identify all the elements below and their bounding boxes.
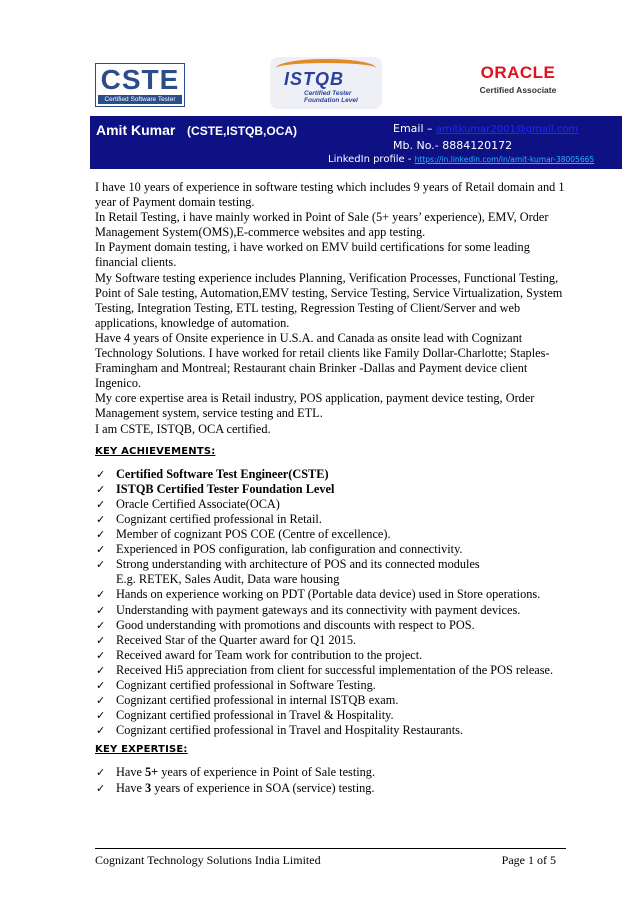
list-item: [95, 603, 565, 618]
list-item-text: Received Star of the Quarter award for Q1 2015.: [116, 632, 357, 647]
list-item-text: Cognizant certified professional in Software Testing.: [116, 678, 376, 692]
summary-paragraph: I have 10 years of experience in software testing which includes 9 years of Retail domain and 1 year of Payment domain testing.: [95, 180, 565, 210]
list-item-text: Cognizant certified professional in Retail.: [116, 511, 322, 526]
checkmark-icon: ✓: [96, 467, 106, 481]
checkmark-icon: ✓: [96, 679, 106, 692]
key-expertise-heading: KEY EXPERTISE:: [95, 744, 188, 756]
profile-summary: [95, 180, 565, 437]
summary-paragraph: My core expertise area is Retail industry, POS application, payment device testing, Order Management system, service testing and ETL.: [95, 391, 535, 421]
candidate-name-line: [96, 122, 297, 138]
checkmark-icon: ✓: [96, 603, 106, 617]
list-item-text: Received award for Team work for contribution to the project.: [116, 647, 423, 662]
list-item: [95, 527, 565, 542]
checkmark-icon: ✓: [96, 558, 106, 572]
candidate-certs: (CSTE,ISTQB,OCA): [187, 124, 298, 138]
list-item: [95, 723, 565, 738]
summary-paragraph: Have 4 years of Onsite experience in U.S.A. and Canada as onsite lead with Cognizant Technology Solutions. I have worked for retail clients like Family Dollar-Charlotte; Staples-Framingham and Montreal; Restaurant chain Brinker -Dallas and Payment device client Ingenico.: [95, 330, 550, 391]
list-item-text: Oracle Certified Associate(OCA): [116, 496, 280, 511]
list-item: [95, 557, 565, 587]
list-item: [95, 648, 565, 663]
list-item: [95, 482, 565, 497]
list-item: [95, 467, 565, 482]
list-item-text: Strong understanding with architecture of POS and its connected modules: [116, 557, 480, 572]
email-label: Email –: [393, 122, 433, 135]
mobile-number: Mb. No.- 8884120172: [393, 139, 513, 152]
candidate-name: Amit Kumar: [96, 122, 176, 138]
key-achievements-heading: KEY ACHIEVEMENTS:: [95, 445, 216, 457]
list-item-text: Have: [116, 780, 146, 795]
list-item: [95, 618, 565, 633]
checkmark-icon: ✓: [96, 766, 106, 780]
list-item-emphasis: 3: [145, 780, 152, 795]
oracle-logo-subtext: Certified Associate: [479, 85, 557, 95]
expertise-list: [95, 765, 565, 795]
istqb-sub1: Certified Tester: [304, 90, 352, 97]
list-item: [95, 765, 565, 780]
footer-company: Cognizant Technology Solutions India Limited: [95, 853, 321, 867]
checkmark-icon: ✓: [96, 694, 106, 708]
checkmark-icon: ✓: [96, 633, 106, 647]
list-item-text: Cognizant certified professional in Travel & Hospitality.: [116, 708, 394, 723]
list-item: [95, 678, 565, 693]
email-line: [393, 122, 578, 135]
footer-page-number: Page 1 of 5: [501, 853, 556, 867]
checkmark-icon: ✓: [96, 709, 106, 723]
certification-logos: [0, 55, 638, 113]
checkmark-icon: ✓: [96, 512, 106, 526]
istqb-logo: [270, 57, 382, 109]
list-item: [95, 781, 565, 796]
resume-body: [95, 180, 565, 796]
linkedin-link[interactable]: https://in.linkedin.com/in/amit-kumar-38005665: [414, 155, 595, 164]
istqb-logo-subtext: [304, 90, 358, 104]
list-item: [95, 542, 565, 557]
linkedin-line: [328, 154, 594, 165]
checkmark-icon: ✓: [96, 543, 106, 557]
list-item-emphasis: 5+: [145, 765, 159, 780]
checkmark-icon: ✓: [96, 528, 106, 542]
page-footer: [95, 848, 566, 867]
list-item-subtext: E.g. RETEK, Sales Audit, Data ware housing: [116, 572, 340, 587]
list-item: [95, 497, 565, 512]
list-item: [95, 663, 565, 678]
checkmark-icon: ✓: [96, 482, 106, 496]
cste-logo-subtext: Certified Software Tester: [98, 95, 182, 104]
checkmark-icon: ✓: [96, 588, 106, 602]
linkedin-label: LinkedIn profile -: [328, 154, 412, 165]
list-item-text: Good understanding with promotions and discounts with respect to POS.: [116, 617, 475, 632]
checkmark-icon: ✓: [96, 724, 106, 738]
summary-paragraph: I am CSTE, ISTQB, OCA certified.: [95, 421, 271, 436]
list-item-text: Cognizant certified professional in internal ISTQB exam.: [116, 693, 399, 708]
istqb-sub2: Foundation Level: [304, 97, 358, 104]
list-item-text: ISTQB Certified Tester Foundation Level: [116, 481, 335, 496]
checkmark-icon: ✓: [96, 781, 106, 795]
cste-logo: [95, 63, 185, 107]
list-item: [95, 693, 565, 708]
oracle-logo: [468, 63, 568, 103]
list-item-text: Experienced in POS configuration, lab configuration and connectivity.: [116, 542, 463, 557]
list-item: [95, 633, 565, 648]
list-item-text: years of experience in SOA (service) testing.: [151, 780, 375, 795]
list-item-text: Received Hi5 appreciation from client for successful implementation of the POS release.: [116, 662, 554, 677]
istqb-logo-text: ISTQB: [284, 69, 345, 89]
list-item-text: Member of cognizant POS COE (Centre of excellence).: [116, 527, 391, 542]
list-item-text: Understanding with payment gateways and its connectivity with payment devices.: [116, 602, 521, 617]
checkmark-icon: ✓: [96, 663, 106, 677]
list-item: [95, 512, 565, 527]
email-link[interactable]: amitkumar2001@gmail.com: [436, 124, 579, 135]
achievements-list: [95, 467, 565, 739]
list-item-text: Certified Software Test Engineer(CSTE): [116, 466, 329, 481]
list-item-text: Have: [116, 765, 146, 780]
list-item-text: years of experience in Point of Sale testing.: [158, 765, 376, 780]
summary-paragraph: In Retail Testing, i have mainly worked in Point of Sale (5+ years’ experience), EMV, Order Management System(OMS),E-commerce websites and app testing.: [95, 210, 549, 240]
oracle-logo-text: ORACLE: [480, 63, 556, 82]
cste-logo-text: CSTE: [100, 64, 180, 95]
checkmark-icon: ✓: [96, 648, 106, 662]
summary-paragraph: In Payment domain testing, i have worked on EMV build certifications for some leading financial clients.: [95, 240, 530, 270]
list-item-text: Hands on experience working on PDT (Portable data device) used in Store operations.: [116, 587, 541, 602]
summary-paragraph: My Software testing experience includes Planning, Verification Processes, Functional Testing, Point of Sale testing, Automation,EMV testing, Service Testing, Service Virtualization, System Testing, Integration Testing, ETL testing, Regression Testing of Client/Server and web applications, knowledge of automation.: [95, 270, 563, 330]
checkmark-icon: ✓: [96, 497, 106, 511]
list-item-text: Cognizant certified professional in Travel and Hospitality Restaurants.: [116, 723, 463, 738]
checkmark-icon: ✓: [96, 618, 106, 632]
list-item: [95, 708, 565, 723]
list-item: [95, 587, 565, 602]
contact-banner: [90, 116, 622, 169]
